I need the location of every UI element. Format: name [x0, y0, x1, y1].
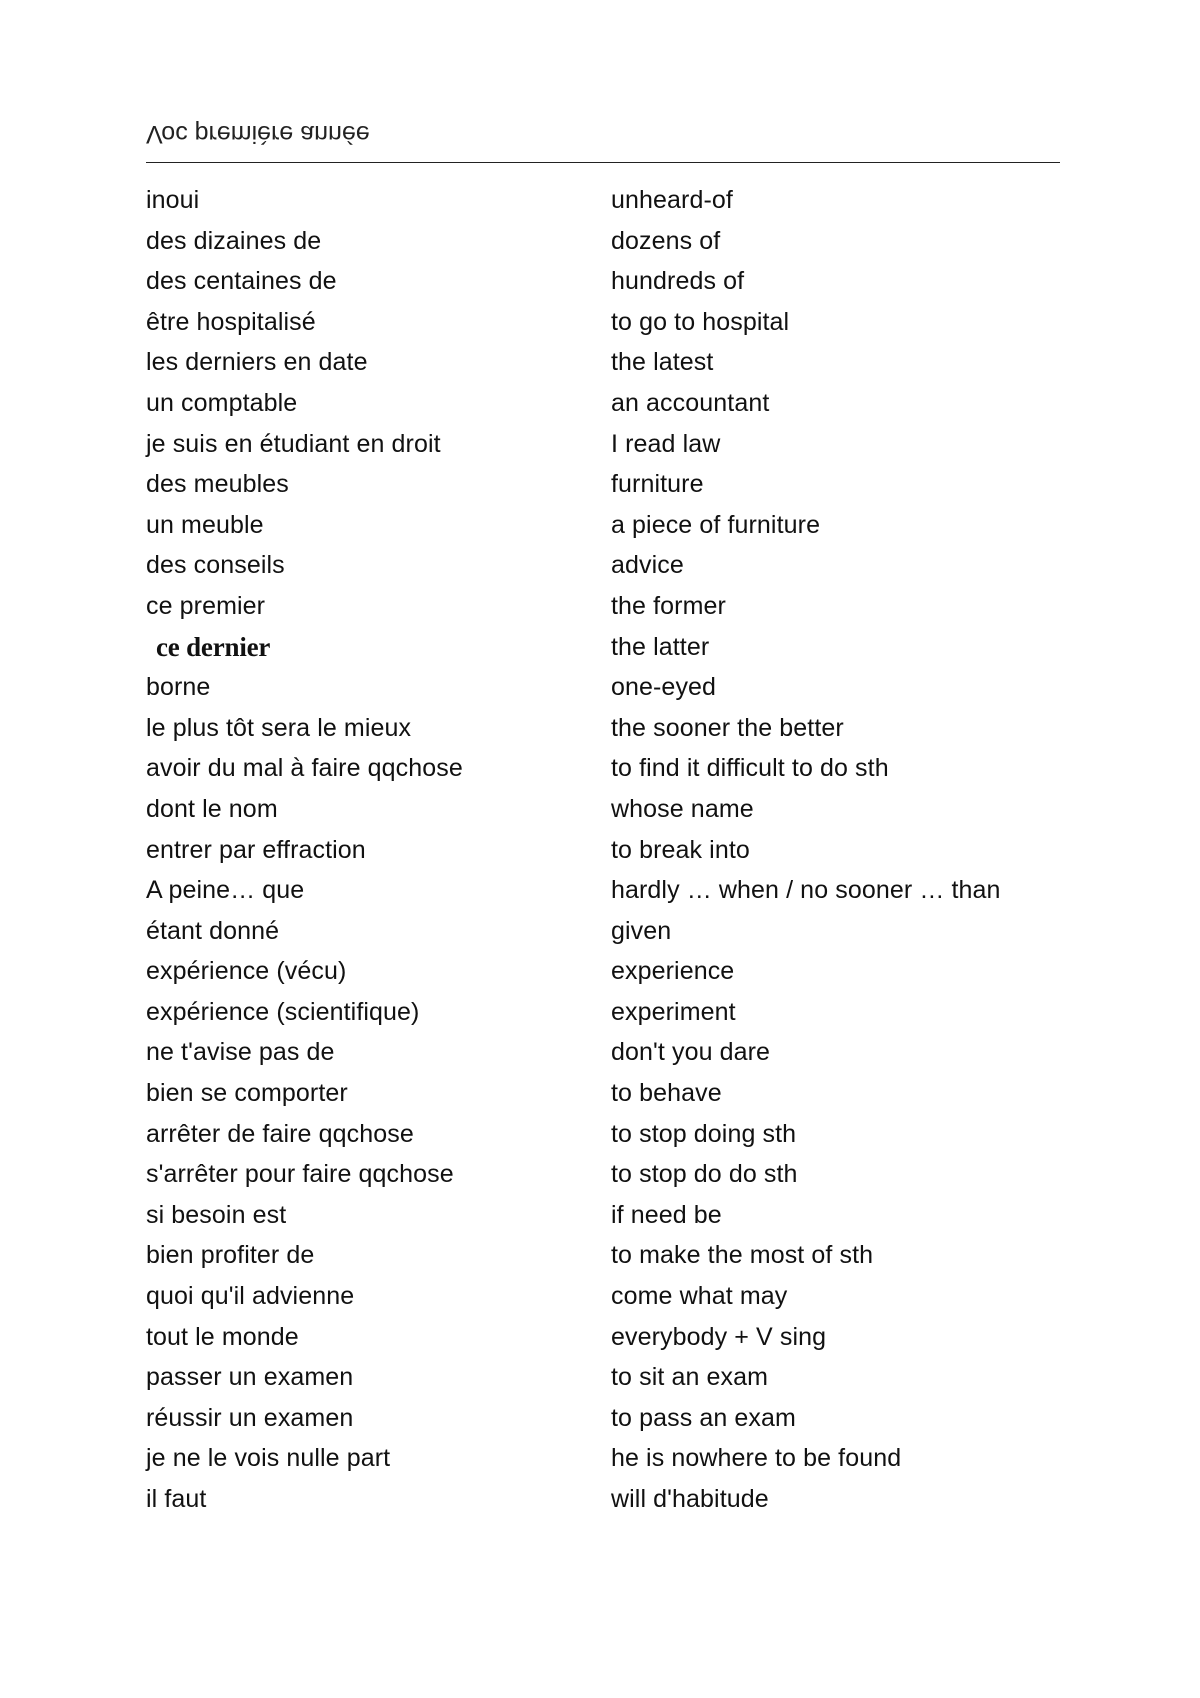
english-translation: the latter [611, 632, 710, 661]
vocab-row [146, 712, 1060, 753]
english-translation: I read law [611, 429, 721, 458]
vocab-row [146, 549, 1060, 590]
english-translation: experience [611, 957, 735, 986]
english-translation: the former [611, 591, 726, 620]
page-title: Voc première année [146, 120, 370, 148]
french-term: expérience (scientifique) [146, 997, 420, 1026]
english-translation: an accountant [611, 388, 770, 417]
french-term: ce dernier [156, 631, 271, 662]
english-translation: one-eyed [611, 673, 717, 702]
vocab-row [146, 590, 1060, 631]
vocab-row [146, 509, 1060, 550]
french-term: des centaines de [146, 267, 337, 296]
vocab-row [146, 915, 1060, 956]
english-translation: hundreds of [611, 267, 745, 296]
vocab-row [146, 1077, 1060, 1118]
french-term: s'arrêter pour faire qqchose [146, 1160, 454, 1189]
english-translation: to go to hospital [611, 307, 790, 336]
english-translation: if need be [611, 1200, 722, 1229]
vocab-row [146, 793, 1060, 834]
vocab-row [146, 631, 1060, 672]
vocab-row [146, 184, 1060, 225]
english-translation: to pass an exam [611, 1403, 796, 1432]
page-header [146, 112, 1060, 163]
english-translation: to find it difficult to do sth [611, 754, 889, 783]
english-translation: everybody + V sing [611, 1322, 827, 1351]
vocab-row [146, 1158, 1060, 1199]
french-term: je suis en étudiant en droit [146, 429, 441, 458]
english-translation: whose name [611, 794, 754, 823]
vocab-row [146, 1483, 1060, 1524]
french-term: bien profiter de [146, 1241, 315, 1270]
vocab-row [146, 874, 1060, 915]
vocabulary-list [146, 184, 1060, 1524]
english-translation: he is nowhere to be found [611, 1444, 902, 1473]
french-term: des dizaines de [146, 226, 322, 255]
french-term: ne t'avise pas de [146, 1038, 335, 1067]
french-term: les derniers en date [146, 348, 368, 377]
vocab-row [146, 387, 1060, 428]
english-translation: a piece of furniture [611, 510, 821, 539]
english-translation: furniture [611, 470, 704, 499]
vocab-row [146, 996, 1060, 1037]
vocab-row [146, 225, 1060, 266]
french-term: si besoin est [146, 1200, 287, 1229]
french-term: A peine… que [146, 876, 305, 905]
english-translation: hardly … when / no sooner … than [611, 876, 1001, 905]
french-term: je ne le vois nulle part [146, 1444, 391, 1473]
vocab-row [146, 1402, 1060, 1443]
french-term: avoir du mal à faire qqchose [146, 754, 463, 783]
french-term: un comptable [146, 388, 298, 417]
vocab-row [146, 428, 1060, 469]
english-translation: given [611, 916, 672, 945]
english-translation: unheard-of [611, 186, 733, 214]
french-term: bien se comporter [146, 1079, 348, 1108]
vocab-row [146, 1361, 1060, 1402]
vocab-row [146, 265, 1060, 306]
english-translation: to sit an exam [611, 1363, 769, 1392]
english-translation: advice [611, 551, 684, 580]
english-translation: to stop doing sth [611, 1119, 797, 1148]
english-translation: the sooner the better [611, 713, 844, 742]
vocab-row [146, 346, 1060, 387]
vocab-row [146, 834, 1060, 875]
french-term: ce premier [146, 591, 266, 620]
french-term: étant donné [146, 916, 280, 945]
french-term: réussir un examen [146, 1403, 354, 1432]
english-translation: don't you dare [611, 1038, 771, 1067]
english-translation: to break into [611, 835, 750, 864]
vocab-row [146, 1199, 1060, 1240]
english-translation: come what may [611, 1282, 788, 1311]
vocab-row [146, 306, 1060, 347]
english-translation: will d'habitude [611, 1485, 769, 1513]
french-term: expérience (vécu) [146, 957, 347, 986]
vocab-row [146, 1239, 1060, 1280]
french-term: borne [146, 673, 211, 702]
vocab-row [146, 1280, 1060, 1321]
french-term: tout le monde [146, 1322, 299, 1351]
vocab-row [146, 1036, 1060, 1077]
french-term: un meuble [146, 510, 264, 539]
french-term: des conseils [146, 551, 285, 580]
french-term: passer un examen [146, 1363, 354, 1392]
english-translation: to make the most of sth [611, 1241, 874, 1270]
french-term: il faut [146, 1485, 207, 1513]
vocab-row [146, 468, 1060, 509]
vocab-row [146, 1442, 1060, 1483]
vocab-row [146, 752, 1060, 793]
english-translation: dozens of [611, 226, 721, 255]
french-term: arrêter de faire qqchose [146, 1119, 414, 1148]
english-translation: the latest [611, 348, 714, 377]
english-translation: to behave [611, 1079, 722, 1108]
english-translation: experiment [611, 997, 736, 1026]
french-term: être hospitalisé [146, 307, 316, 336]
vocab-row [146, 955, 1060, 996]
french-term: quoi qu'il advienne [146, 1282, 355, 1311]
vocab-row [146, 1321, 1060, 1362]
french-term: des meubles [146, 470, 289, 499]
french-term: inoui [146, 186, 200, 214]
french-term: dont le nom [146, 794, 278, 823]
french-term: le plus tôt sera le mieux [146, 713, 412, 742]
english-translation: to stop do do sth [611, 1160, 798, 1189]
vocab-row [146, 671, 1060, 712]
vocab-row [146, 1118, 1060, 1159]
french-term: entrer par effraction [146, 835, 366, 864]
